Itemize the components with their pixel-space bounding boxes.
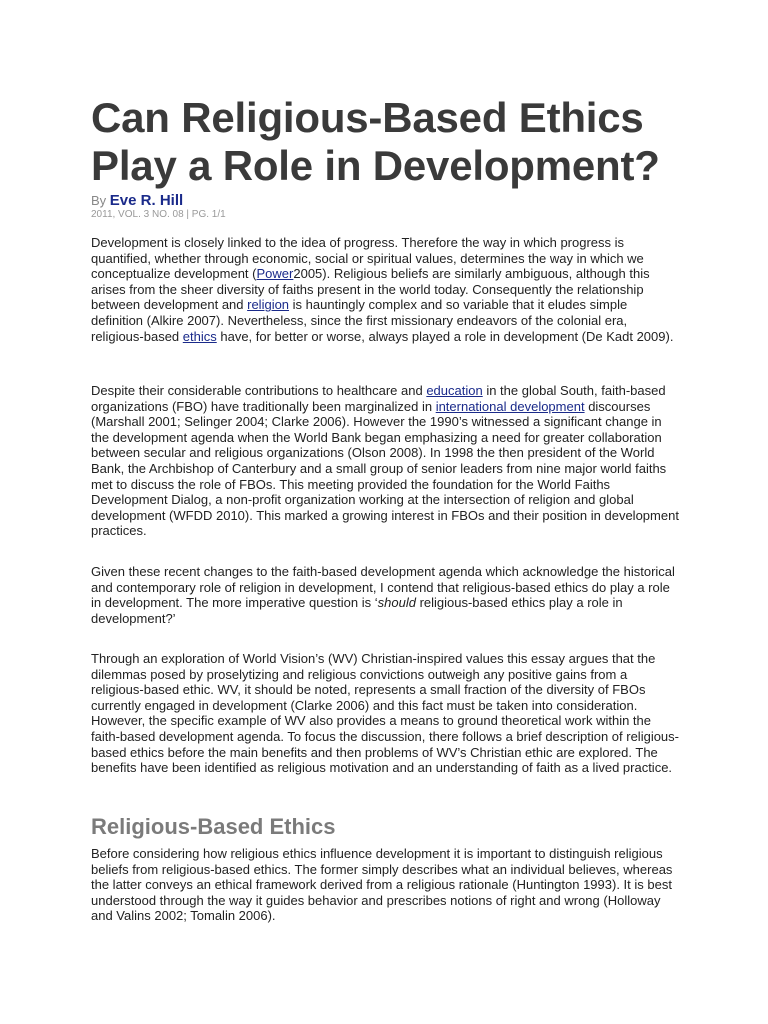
p4-text-1: Through an exploration of World Vision’s (WV) Christian-inspired values this essay argues that the dilemmas posed by proselytizing and religious convictions outweigh any positive gains from a religious-based ethic. WV, it should be noted, represents a small fraction of the diversity of FBOs currently engaged in development (Clarke 2006) and this fact must be taken into consideration. However, the specific example of WV also provides a means to ground theoretical work within the faith-based development agenda. To focus the discussion, there follows a brief description of religious-based ethics before the main benefits and then problems of WV’s Christian ethic are explored. The benefits have been identified as religious motivation and an understanding of faith as a lived practice.: [91, 651, 679, 776]
article-title: Can Religious-Based Ethics Play a Role in Development?: [91, 94, 660, 189]
p1-text-3: is hauntingly complex and so variable that it eludes simple definition (Alkire 2007). Nevertheless, since the first missionary endeavors of the colonial era, religious-based: [91, 297, 628, 344]
paragraph-4: [91, 651, 681, 776]
p3-text-1: Given these recent changes to the faith-based development agenda which acknowledge the historical and contemporary role of religion in development, I contend that religious-based ethics do play a role in development. The more imperative question is ‘: [91, 564, 675, 611]
link-power[interactable]: Power: [256, 266, 294, 282]
paragraph-2: [91, 383, 681, 539]
p1-text-1: Development is closely linked to the idea of progress. Therefore the way in which progress is quantified, whether through economic, social or spiritual values, determines the way in which we conceptualize development (: [91, 235, 644, 282]
paragraph-5: [91, 846, 681, 924]
p1-text-4: have, for better or worse, always played a role in development (De Kadt 2009).: [216, 328, 674, 344]
section-heading: Religious-Based Ethics: [91, 814, 336, 839]
paragraph-3: [91, 564, 681, 626]
p5-text-1: Before considering how religious ethics influence development it is important to distinguish religious beliefs from religious-based ethics. The former simply describes what an individual believes, whereas the latter conveys an ethical framework derived from a religious rationale (Huntington 1993). It is best understood through the way it guides behavior and prescribes notions of right and wrong (Holloway and Valins 2002; Tomalin 2006).: [91, 846, 673, 924]
p2-text-2: in the global South, faith-based organizations (FBO) have traditionally been marginalized in: [91, 383, 666, 414]
link-religion[interactable]: religion: [247, 297, 290, 313]
author-link[interactable]: Eve R. Hill: [109, 192, 184, 209]
byline-prefix: By: [91, 193, 107, 208]
issue-meta: 2011, VOL. 3 NO. 08 | PG. 1/1: [91, 209, 226, 220]
paragraph-1: [91, 235, 681, 344]
p2-text-1: Despite their considerable contributions to healthcare and: [91, 383, 427, 398]
byline: [91, 192, 183, 209]
link-international-development[interactable]: international development: [435, 398, 585, 414]
p1-text-2: 2005). Religious beliefs are similarly ambiguous, although this arises from the sheer diversity of faiths present in the world today. Consequently the relationship between development and: [91, 266, 650, 313]
link-education[interactable]: education: [426, 383, 483, 398]
p2-text-3: discourses (Marshall 2001; Selinger 2004; Clarke 2006). However the 1990’s witnessed a significant change in the development agenda when the World Bank began emphasizing a need for greater collaboration between secular and religious organizations (Olson 2008). In 1998 the then president of the World Bank, the Archbishop of Canterbury and a small group of senior leaders from nine major world faiths met to discuss the role of FBOs. This meeting provided the foundation for the World Faiths Development Dialog, a non-profit organization working at the intersection of religion and global development (WFDD 2010). This marked a growing interest in FBOs and their position in development practices.: [91, 398, 679, 539]
p3-emphasis: should: [377, 595, 416, 611]
link-ethics[interactable]: ethics: [182, 328, 217, 344]
p3-text-2: religious-based ethics play a role in development?’: [91, 595, 623, 626]
